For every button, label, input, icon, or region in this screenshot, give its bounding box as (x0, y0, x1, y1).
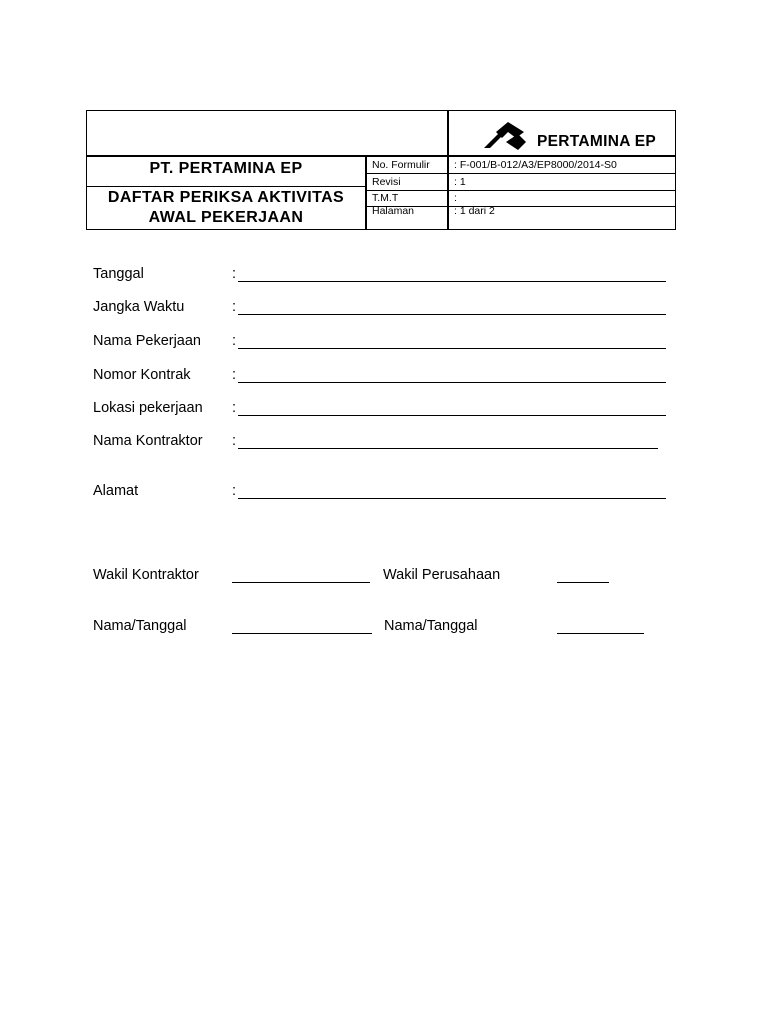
meta-value-form-number: : F-001/B-012/A3/EP8000/2014-S0 (454, 159, 617, 171)
meta-row-divider (365, 190, 676, 191)
company-rep-signature-line[interactable] (557, 582, 609, 583)
alamat-input-line[interactable] (238, 498, 666, 499)
company-name-date-label: Nama/Tanggal (384, 618, 478, 634)
meta-row-divider (365, 173, 676, 174)
tanggal-input-line[interactable] (238, 281, 666, 282)
nama-kontraktor-input-line[interactable] (238, 448, 658, 449)
lokasi-pekerjaan-input-line[interactable] (238, 415, 666, 416)
field-colon: : (232, 400, 237, 416)
meta-value-revision: : 1 (454, 176, 466, 188)
meta-value-tmt: : (454, 192, 457, 204)
company-name-date-line[interactable] (557, 633, 644, 634)
contractor-name-date-line[interactable] (232, 633, 372, 634)
title-divider (86, 186, 366, 187)
field-label-nama-pekerjaan: Nama Pekerjaan (93, 333, 201, 349)
company-name: PT. PERTAMINA EP (149, 160, 303, 177)
meta-label-tmt: T.M.T (372, 192, 399, 204)
field-colon: : (232, 333, 237, 349)
header-logo-divider (447, 110, 449, 230)
contractor-rep-label: Wakil Kontraktor (93, 567, 199, 583)
field-colon: : (232, 266, 237, 282)
field-colon: : (232, 299, 237, 315)
field-label-nama-kontraktor: Nama Kontraktor (93, 433, 203, 449)
field-label-nomor-kontrak: Nomor Kontrak (93, 367, 191, 383)
meta-label-revision: Revisi (372, 176, 401, 188)
document-title (88, 188, 364, 228)
nama-pekerjaan-input-line[interactable] (238, 348, 666, 349)
field-label-lokasi-pekerjaan: Lokasi pekerjaan (93, 400, 203, 416)
meta-label-page: Halaman (372, 205, 415, 217)
brand-name: PERTAMINA EP (537, 133, 656, 150)
meta-value-page: : 1 dari 2 (454, 205, 495, 217)
contractor-rep-signature-line[interactable] (232, 582, 370, 583)
field-label-tanggal: Tanggal (93, 266, 144, 282)
field-colon: : (232, 433, 237, 449)
field-label-jangka-waktu: Jangka Waktu (93, 299, 185, 315)
nomor-kontrak-input-line[interactable] (238, 382, 666, 383)
header-divider (86, 155, 676, 157)
field-label-alamat: Alamat (93, 483, 139, 499)
contractor-name-date-label: Nama/Tanggal (93, 618, 187, 634)
field-colon: : (232, 483, 237, 499)
company-rep-label: Wakil Perusahaan (383, 567, 501, 583)
document-title-line2: AWAL PEKERJAAN (148, 209, 304, 226)
meta-label-form-number: No. Formulir (372, 159, 430, 171)
field-colon: : (232, 367, 237, 383)
jangka-waktu-input-line[interactable] (238, 314, 666, 315)
header-column-divider (365, 155, 367, 230)
document-title-line1: DAFTAR PERIKSA AKTIVITAS (107, 189, 345, 206)
